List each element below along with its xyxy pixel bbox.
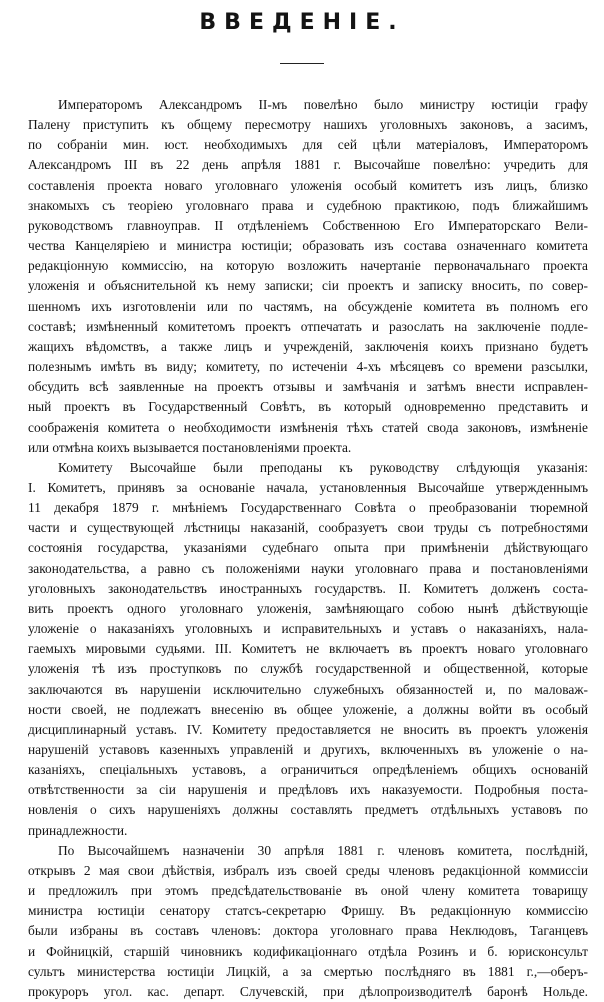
text-line: и предложилъ при этомъ предсѣдательствованіе въ оной члену комитета товарищу	[28, 883, 588, 899]
text-line: дисциплинарный уставъ. IV. Комитету предоставляется не вносить въ проектъ уложенія	[28, 721, 588, 737]
text-line: уложенія и объяснительной къ нему записки; сіи проектъ и записку вносить, по совер-	[28, 278, 588, 294]
text-line: части и существующей лѣстницы наказаній, сообразуетъ свои труды съ потребностями	[28, 520, 588, 536]
text-line: чества Канцеляріею и министра юстиціи; образовать изъ состава означеннаго комитета	[28, 238, 588, 254]
text-line: заключаются въ нарушеніи исключительно служебныхъ обязанностей и, по маловаж-	[28, 681, 588, 697]
text-line: открывъ 2 мая свои дѣйствія, избралъ изъ своей среды членовъ редакціонной коммиссіи	[28, 862, 588, 878]
text-line: министра юстиціи сенатору статсъ-секретарю Фришу. Въ редакціонную коммиссію	[28, 903, 588, 919]
text-line: составѣ; измѣненный комитетомъ проектъ отпечатать и разослать на заключеніе подле-	[28, 318, 588, 334]
text-line: прокуроръ угол. кас. департ. Случевскій, при дѣлопроизводителѣ баронѣ Нольде.	[28, 983, 588, 999]
text-line: законодательства, а равно съ положеніями науки уголовнаго права и постановленіями	[28, 560, 588, 576]
text-line: Палену приступить къ общему пересмотру нашихъ уголовныхъ законовъ, а засимъ,	[28, 117, 588, 133]
paragraph	[28, 841, 588, 1002]
text-line: нарушеній уставовъ казенныхъ управленій и другихъ, включенныхъ въ уложеніе о на-	[28, 742, 588, 757]
text-line: редакціонную коммиссію, на которую возложить начертаніе первоначальнаго проекта	[28, 258, 588, 274]
text-line: уголовныхъ законодательствъ иностранныхъ государствъ. II. Комитетъ долженъ соста-	[28, 580, 588, 596]
text-line: гаемыхъ мировыми судьями. III. Комитетъ не включаетъ въ проектъ новаго уголовнаго	[28, 641, 588, 657]
text-line: ности своей, не подлежатъ внесенію въ общее уложеніе, а должны войти въ особый	[28, 701, 588, 717]
text-line: шенномъ ихъ изготовленіи или по частямъ, на обсужденіе комитета въ полномъ его	[28, 298, 588, 314]
text-line: по собраніи мин. юст. необходимыхъ для сей цѣли матеріаловъ, Императоромъ	[28, 137, 588, 153]
document-body	[28, 95, 588, 1002]
text-line: состоянія государства, указаніями судебнаго опыта при примѣненіи дѣйствующаго	[28, 540, 588, 556]
text-line: руководствомъ главноуправ. II отдѣленіемъ Собственною Его Императорскаго Вели-	[28, 217, 588, 233]
text-line: I. Комитетъ, принявъ за основаніе начала, установленныя Высочайше утвержденнымъ	[28, 479, 588, 495]
title-divider	[280, 63, 324, 64]
text-line: уложенія тѣ изъ проступковъ по службѣ государственной и общественной, которые	[28, 661, 588, 677]
text-line: казаніяхъ, спеціальныхъ уставовъ, а ограничиться опредѣленіемъ общихъ основаній	[28, 762, 588, 778]
paragraph	[28, 95, 588, 458]
text-line: и Фойницкій, старшій чиновникъ кодификаціоннаго отдѣла Розинъ и б. юрисконсульт	[28, 943, 588, 959]
text-line: ный проектъ въ Государственный Совѣтъ, въ который одновременно представить и	[28, 399, 588, 415]
text-line: знакомыхъ съ теоріею уголовнаго права и судебною практикою, подъ ближайшимъ	[28, 197, 588, 213]
text-line: или отмѣна коихъ вызывается постановленіями проекта.	[28, 439, 352, 455]
text-line: уложеніе о наказаніяхъ уголовныхъ и исправительныхъ и уставъ о наказаніяхъ, нала-	[28, 621, 588, 637]
text-line: соображенія комитета о необходимости измѣненія тѣхъ статей свода законовъ, измѣненіе	[28, 419, 588, 435]
text-line: Александромъ III въ 22 день апрѣля 1881 г. Высочайше повелѣно: учредить для	[28, 157, 588, 173]
text-line: принадлежности.	[28, 822, 128, 838]
text-line: По Высочайшемъ назначеніи 30 апрѣля 1881 г. членовъ комитета, послѣдній,	[58, 842, 588, 858]
text-line: обсудить всѣ заявленные на проектъ отзывы и замѣчанія и затѣмъ внести исправлен-	[28, 379, 588, 395]
text-line: жащихъ вѣдомствъ, а также лицъ и учрежденій, заключенія коихъ признано будетъ	[28, 338, 588, 354]
text-line: Императоромъ Александромъ II-мъ повелѣно было министру юстиціи графу	[58, 97, 588, 112]
text-line: полезнымъ имѣть въ виду; комитету, по истеченіи 4-хъ мѣсяцевъ со времени разсылки,	[28, 359, 588, 375]
text-line: были избраны въ составъ членовъ: доктора уголовнаго права Неклюдовъ, Таганцевъ	[28, 923, 588, 939]
text-line: составленія проекта новаго уголовнаго уложенія особый комитетъ изъ лицъ, близко	[28, 177, 588, 193]
paragraph	[28, 458, 588, 841]
text-line: отвѣтственности за сіи нарушенія и предѣловъ ихъ наказуемости. Подробныя поста-	[28, 782, 588, 798]
text-line: Комитету Высочайше были преподаны къ руководству слѣдующія указанія:	[58, 459, 588, 475]
text-line: новленія о сихъ нарушеніяхъ должны составлять предметъ отдѣльныхъ уставовъ по	[28, 802, 588, 818]
text-line: сультъ министерства юстиціи Лицкій, а за смертью послѣдняго въ 1881 г.,—оберъ-	[28, 963, 588, 979]
text-line: вить проектъ одного уголовнаго уложенія, замѣняющаго собою нынѣ дѣйствующіе	[28, 600, 588, 616]
page-title: ВВЕДЕНІЕ.	[199, 10, 405, 35]
text-line: 11 декабря 1879 г. мнѣніемъ Государственнаго Совѣта о преобразованіи тюремной	[28, 500, 588, 516]
